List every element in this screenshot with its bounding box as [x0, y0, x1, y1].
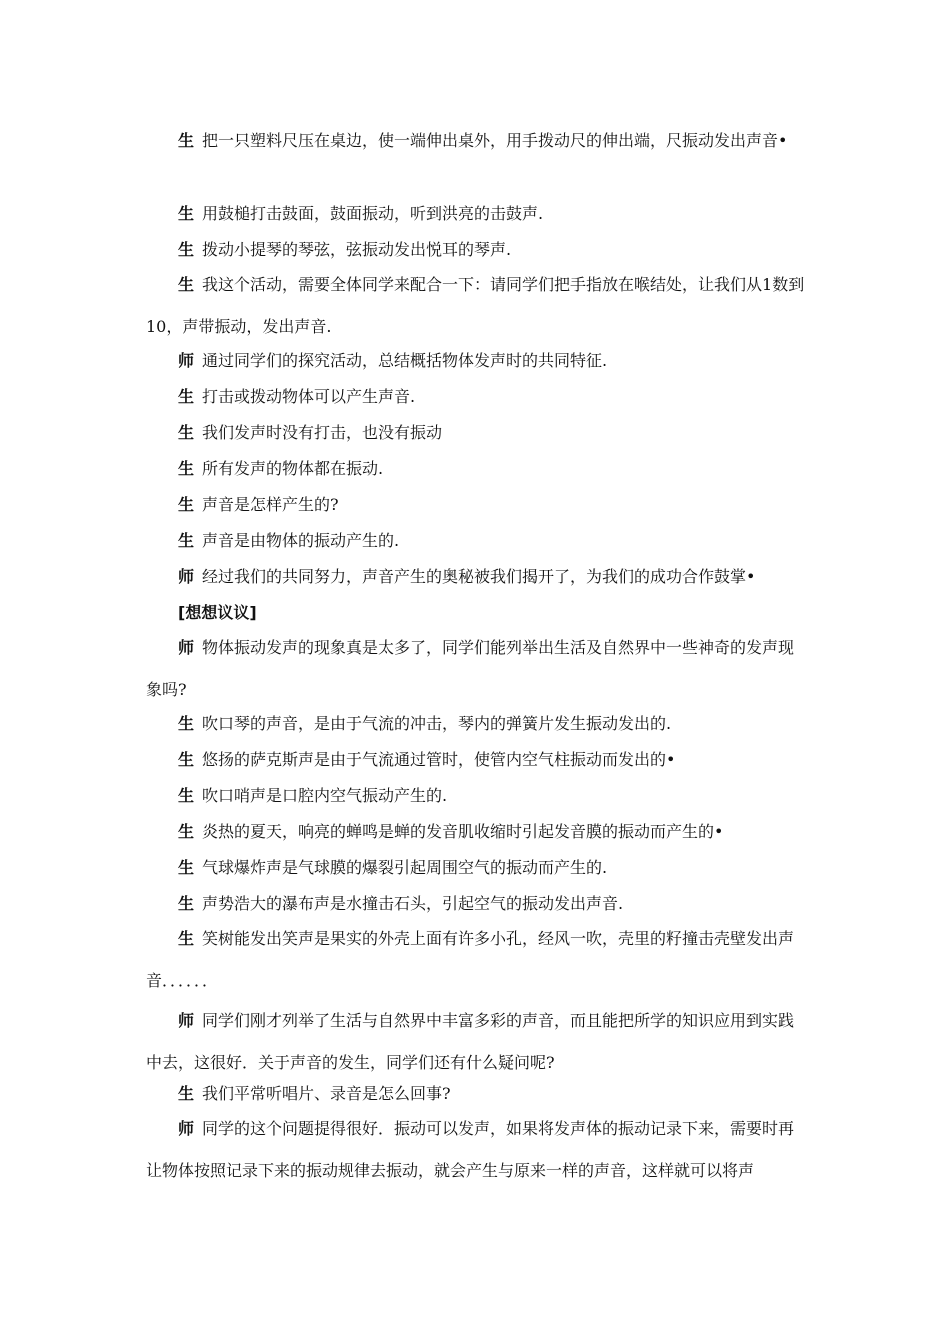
- paragraph: [146, 566, 806, 588]
- paragraph-text: 吹口哨声是口腔内空气振动产生的.: [202, 786, 448, 805]
- speaker-label: 生: [178, 387, 195, 406]
- speaker-label: 生: [178, 894, 195, 913]
- speaker-label: 师: [178, 1119, 195, 1138]
- paragraph-text: 同学们刚才列举了生活与自然界中丰富多彩的声音，而且能把所学的知识应用到实践中去，这很好．关于声音的发生，同学们还有什么疑问呢?: [146, 1011, 795, 1072]
- paragraph: [146, 494, 806, 516]
- speaker-label: 生: [178, 714, 195, 733]
- section-heading-text: [想想议议]: [178, 603, 257, 622]
- speaker-label: 师: [178, 567, 195, 586]
- speaker-label: 生: [178, 131, 195, 150]
- speaker-label: 生: [178, 929, 195, 948]
- paragraph: [146, 239, 806, 261]
- speaker-label: 生: [178, 531, 195, 550]
- speaker-label: 生: [178, 750, 195, 769]
- paragraph: [146, 530, 806, 552]
- paragraph-text: 我们平常听唱片、录音是怎么回事?: [202, 1084, 451, 1103]
- paragraph-text: 打击或拨动物体可以产生声音.: [202, 387, 416, 406]
- speaker-label: 生: [178, 822, 195, 841]
- speaker-label: 生: [178, 495, 195, 514]
- paragraph: [146, 918, 806, 1002]
- paragraph-text: 我这个活动，需要全体同学来配合一下：请同学们把手指放在喉结处，让我们从1数到10，声带振动，发出声音.: [146, 275, 805, 336]
- paragraph-text: 所有发声的物体都在振动.: [202, 459, 384, 478]
- paragraph-text: 物体振动发声的现象真是太多了，同学们能列举出生活及自然界中一些神奇的发声现象吗?: [146, 638, 795, 699]
- paragraph-text: 笑树能发出笑声是果实的外壳上面有许多小孔，经风一吹，壳里的籽撞击壳壁发出声音．．．．．．: [146, 929, 795, 990]
- paragraph: [146, 1108, 806, 1192]
- paragraph-text: 声音是由物体的振动产生的.: [202, 531, 400, 550]
- paragraph: [146, 749, 806, 771]
- paragraph-text: 气球爆炸声是气球膜的爆裂引起周围空气的振动而产生的.: [202, 858, 608, 877]
- paragraph-text: 经过我们的共同努力，声音产生的奥秘被我们揭开了，为我们的成功合作鼓掌•: [202, 567, 756, 586]
- paragraph: [146, 785, 806, 807]
- paragraph: [146, 1083, 806, 1105]
- speaker-label: 生: [178, 459, 195, 478]
- paragraph: [146, 893, 806, 915]
- paragraph: [146, 386, 806, 408]
- paragraph-text: 吹口琴的声音，是由于气流的冲击，琴内的弹簧片发生振动发出的.: [202, 714, 672, 733]
- speaker-label: 师: [178, 638, 195, 657]
- paragraph-text: 悠扬的萨克斯声是由于气流通过管时，使管内空气柱振动而发出的•: [202, 750, 676, 769]
- paragraph: [146, 350, 806, 372]
- paragraph: [146, 203, 806, 225]
- speaker-label: 生: [178, 1084, 195, 1103]
- paragraph: [146, 1000, 806, 1084]
- paragraph: [146, 458, 806, 480]
- paragraph: [146, 422, 806, 444]
- paragraph: [146, 713, 806, 735]
- speaker-label: 生: [178, 858, 195, 877]
- speaker-label: 生: [178, 786, 195, 805]
- paragraph: [146, 821, 806, 843]
- paragraph-text: 我们发声时没有打击，也没有振动: [202, 423, 443, 442]
- paragraph-text: 通过同学们的探究活动，总结概括物体发声时的共同特征.: [202, 351, 608, 370]
- paragraph-text: 拨动小提琴的琴弦，弦振动发出悦耳的琴声.: [202, 240, 512, 259]
- paragraph-text: 把一只塑料尺压在桌边，使一端伸出桌外，用手拨动尺的伸出端，尺振动发出声音•: [202, 131, 788, 150]
- speaker-label: 生: [178, 275, 195, 294]
- speaker-label: 生: [178, 240, 195, 259]
- speaker-label: 生: [178, 423, 195, 442]
- paragraph-text: 声音是怎样产生的?: [202, 495, 339, 514]
- speaker-label: 生: [178, 204, 195, 223]
- section-heading: [146, 602, 806, 624]
- paragraph: [146, 120, 806, 162]
- paragraph-text: 用鼓槌打击鼓面，鼓面振动，听到洪亮的击鼓声.: [202, 204, 544, 223]
- paragraph: [146, 857, 806, 879]
- paragraph-text: 炎热的夏天，响亮的蝉鸣是蝉的发音肌收缩时引起发音膜的振动而产生的•: [202, 822, 724, 841]
- paragraph-text: 声势浩大的瀑布声是水撞击石头，引起空气的振动发出声音.: [202, 894, 624, 913]
- speaker-label: 师: [178, 1011, 195, 1030]
- paragraph: [146, 627, 806, 711]
- speaker-label: 师: [178, 351, 195, 370]
- paragraph-text: 同学的这个问题提得很好．振动可以发声，如果将发声体的振动记录下来，需要时再让物体按照记录下来的振动规律去振动，就会产生与原来一样的声音，这样就可以将声: [146, 1119, 795, 1180]
- paragraph: [146, 264, 806, 348]
